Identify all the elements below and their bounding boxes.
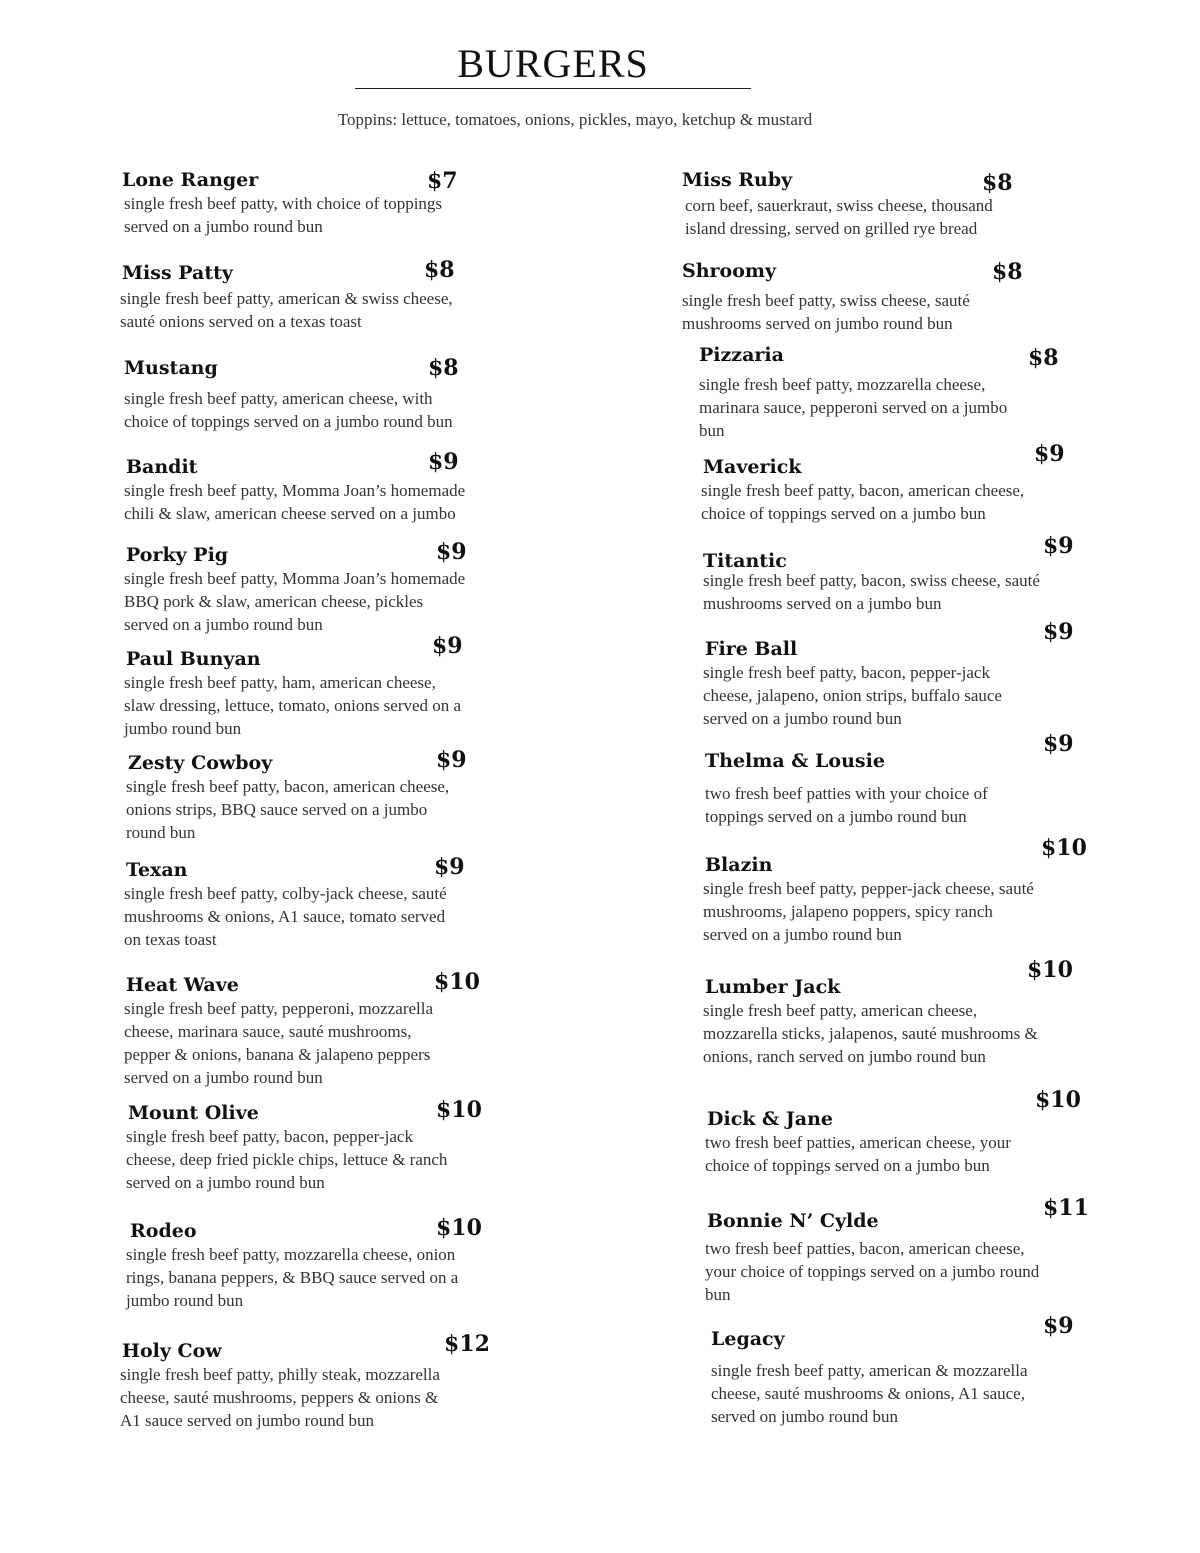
menu-item-blazin — [703, 835, 1087, 946]
item-name: Mustang — [124, 357, 218, 379]
menu-item-maverick — [701, 441, 1065, 525]
item-price: $8 — [428, 355, 459, 381]
item-name: Holy Cow — [122, 1340, 222, 1362]
menu-item-lumber-jack — [703, 957, 1073, 1068]
item-description: single fresh beef patty, bacon, pepper-jack cheese, jalapeno, onion strips, buffalo sauce served on a jumbo round bun — [703, 663, 1002, 728]
item-description: single fresh beef patty, Momma Joan’s homemade chili & slaw, american cheese served on a jumbo — [124, 481, 466, 523]
item-price: $7 — [427, 168, 458, 194]
menu-item-holy-cow — [120, 1331, 490, 1432]
item-price: $9 — [436, 539, 467, 565]
item-name: Texan — [126, 859, 188, 881]
item-price: $9 — [1043, 731, 1074, 757]
item-price: $10 — [434, 969, 480, 995]
item-name: Miss Ruby — [682, 169, 793, 191]
item-price: $12 — [444, 1331, 490, 1357]
item-description: two fresh beef patties, american cheese, your choice of toppings served on a jumbo bun — [705, 1133, 1011, 1175]
item-name: Thelma & Lousie — [705, 750, 885, 772]
item-name: Bandit — [126, 456, 198, 478]
item-description: single fresh beef patty, philly steak, mozzarella cheese, sauté mushrooms, peppers & onions & A1 sauce served on jumbo round bun — [120, 1365, 440, 1430]
item-description: single fresh beef patty, pepper-jack cheese, sauté mushrooms, jalapeno poppers, spicy ranch served on a jumbo round bun — [703, 879, 1034, 944]
item-price: $10 — [1027, 957, 1073, 983]
item-name: Lone Ranger — [122, 169, 259, 191]
menu-item-texan — [124, 854, 465, 951]
menu-item-pizzaria — [699, 343, 1059, 442]
item-price: $9 — [1034, 441, 1065, 467]
page-title: BURGERS — [457, 41, 649, 86]
menu-item-mustang — [124, 355, 459, 433]
menu-item-lone-ranger — [122, 168, 458, 238]
item-description: single fresh beef patty, Momma Joan’s homemade BBQ pork & slaw, american cheese, pickles served on a jumbo round bun — [124, 569, 466, 634]
item-description: single fresh beef patty, swiss cheese, sauté mushrooms served on jumbo round bun — [682, 291, 970, 333]
item-price: $8 — [992, 259, 1023, 285]
item-description: corn beef, sauerkraut, swiss cheese, thousand island dressing, served on grilled rye bread — [685, 196, 993, 238]
item-price: $10 — [436, 1097, 482, 1123]
item-price: $9 — [428, 449, 459, 475]
menu-item-rodeo — [126, 1215, 482, 1312]
item-price: $8 — [424, 257, 455, 283]
menu-item-mount-olive — [126, 1097, 482, 1194]
item-description: single fresh beef patty, mozzarella cheese, onion rings, banana peppers, & BBQ sauce served on a jumbo round bun — [126, 1245, 459, 1310]
item-description: single fresh beef patty, bacon, swiss cheese, sauté mushrooms served on a jumbo bun — [703, 571, 1040, 613]
item-price: $10 — [436, 1215, 482, 1241]
menu-item-miss-ruby — [682, 168, 1013, 240]
menu-item-paul-bunyan — [124, 633, 463, 740]
item-description: single fresh beef patty, mozzarella cheese, marinara sauce, pepperoni served on a jumbo bun — [699, 375, 1008, 440]
item-price: $9 — [436, 747, 467, 773]
item-description: single fresh beef patty, colby-jack cheese, sauté mushrooms & onions, A1 sauce, tomato served on texas toast — [124, 884, 447, 949]
item-name: Bonnie N’ Cylde — [707, 1210, 879, 1232]
item-price: $8 — [1028, 345, 1059, 371]
item-description: single fresh beef patty, american cheese, mozzarella sticks, jalapenos, sauté mushrooms & onions, ranch served on jumbo round bun — [703, 1001, 1038, 1066]
title-divider — [355, 88, 751, 89]
item-name: Legacy — [711, 1328, 785, 1350]
item-price: $11 — [1043, 1195, 1089, 1221]
toppings-note: Toppins: lettuce, tomatoes, onions, pickles, mayo, ketchup & mustard — [337, 110, 813, 129]
item-description: single fresh beef patty, ham, american cheese, slaw dressing, lettuce, tomato, onions served on a jumbo round bun — [124, 673, 462, 738]
item-description: single fresh beef patty, american & swiss cheese, sauté onions served on a texas toast — [120, 289, 453, 331]
item-description: single fresh beef patty, american & mozzarella cheese, sauté mushrooms & onions, A1 sauce, served on jumbo round bun — [711, 1361, 1028, 1426]
item-price: $9 — [1043, 619, 1074, 645]
item-name: Fire Ball — [705, 638, 798, 660]
item-name: Shroomy — [682, 260, 777, 282]
item-description: single fresh beef patty, bacon, pepper-jack cheese, deep fried pickle chips, lettuce & ranch served on a jumbo round bun — [126, 1127, 448, 1192]
item-description: two fresh beef patties with your choice of toppings served on a jumbo round bun — [705, 784, 988, 826]
item-description: two fresh beef patties, bacon, american cheese, your choice of toppings served on a jumbo round bun — [705, 1239, 1040, 1304]
menu-item-thelma-lousie — [705, 731, 1074, 828]
item-description: single fresh beef patty, bacon, american cheese, onions strips, BBQ sauce served on a jumbo round bun — [126, 777, 450, 842]
item-description: single fresh beef patty, bacon, american cheese, choice of toppings served on a jumbo bun — [701, 481, 1025, 523]
item-name: Zesty Cowboy — [128, 752, 273, 774]
item-description: single fresh beef patty, pepperoni, mozzarella cheese, marinara sauce, sauté mushrooms, pepper & onions, banana & jalapeno peppers served on a jumbo round bun — [124, 999, 434, 1087]
item-price: $9 — [434, 854, 465, 880]
menu-item-dick-jane — [705, 1087, 1081, 1177]
item-name: Miss Patty — [122, 262, 233, 284]
menu-item-zesty-cowboy — [126, 747, 467, 844]
menu-item-heat-wave — [124, 969, 480, 1089]
item-name: Lumber Jack — [705, 976, 841, 998]
item-name: Paul Bunyan — [126, 648, 261, 670]
menu-item-miss-patty — [120, 257, 455, 333]
item-price: $9 — [432, 633, 463, 659]
menu-item-fire-ball — [703, 619, 1074, 730]
item-name: Titantic — [703, 550, 787, 572]
menu-item-titantic — [703, 533, 1074, 615]
item-name: Mount Olive — [128, 1102, 259, 1124]
menu-item-bonnie-cylde — [705, 1195, 1089, 1306]
item-name: Dick & Jane — [707, 1108, 834, 1130]
item-price: $9 — [1043, 1313, 1074, 1339]
item-name: Blazin — [705, 854, 773, 876]
item-price: $10 — [1035, 1087, 1081, 1113]
item-name: Porky Pig — [126, 544, 229, 566]
item-price: $10 — [1041, 835, 1087, 861]
item-name: Maverick — [703, 456, 802, 478]
menu-item-bandit — [124, 449, 466, 525]
item-name: Pizzaria — [699, 344, 784, 366]
item-name: Rodeo — [130, 1220, 197, 1242]
item-description: single fresh beef patty, with choice of toppings served on a jumbo round bun — [124, 194, 443, 236]
item-price: $8 — [982, 170, 1013, 196]
item-name: Heat Wave — [126, 974, 239, 996]
menu-item-shroomy — [682, 259, 1023, 335]
menu-item-legacy — [711, 1313, 1074, 1428]
menu-item-porky-pig — [124, 539, 467, 636]
item-price: $9 — [1043, 533, 1074, 559]
item-description: single fresh beef patty, american cheese, with choice of toppings served on a jumbo round bun — [124, 389, 453, 431]
